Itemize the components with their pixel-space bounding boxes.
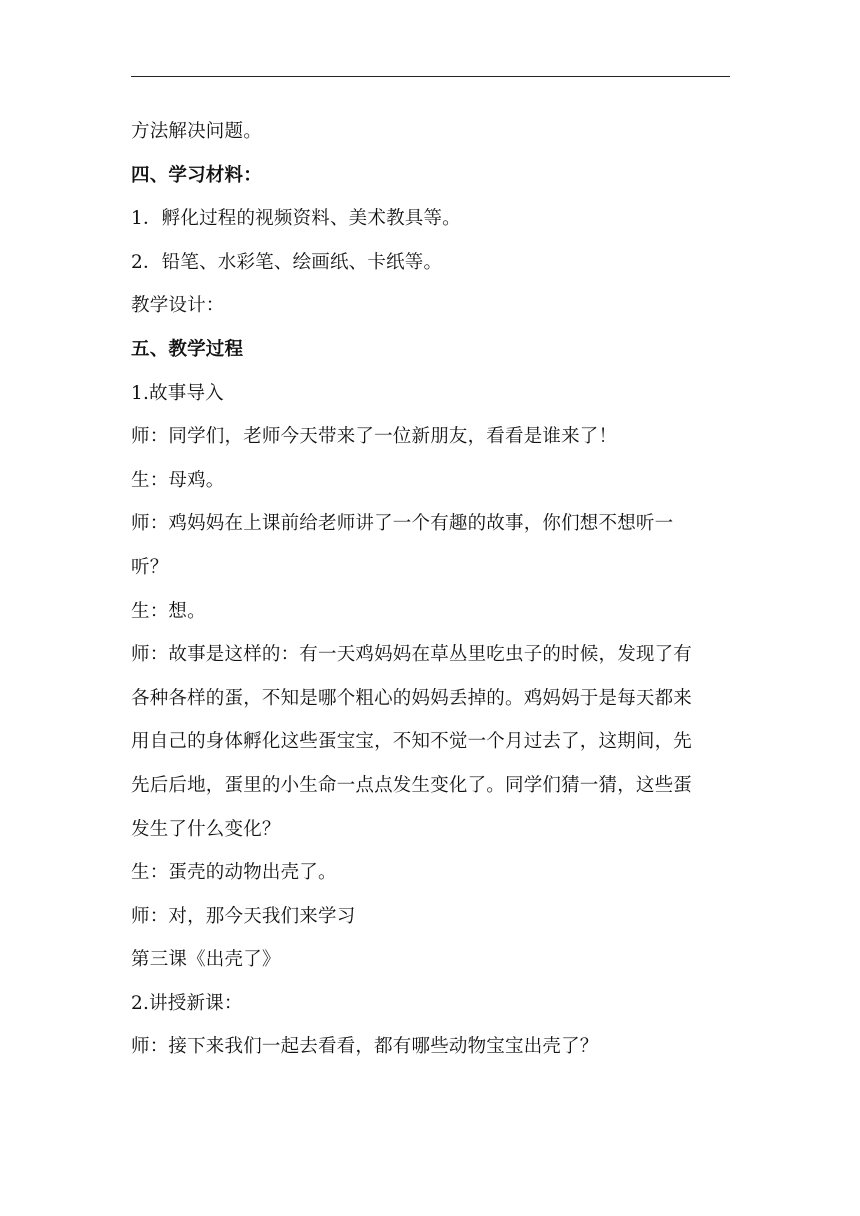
section-heading-process: 五、教学过程 <box>131 338 244 360</box>
dialogue-line-continued: 用自己的身体孵化这些蛋宝宝，不知不觉一个月过去了，这期间，先 <box>131 731 693 753</box>
list-item-2: 2．铅笔、水彩笔、绘画纸、卡纸等。 <box>131 251 443 273</box>
lesson-title: 第三课《出壳了》 <box>131 949 281 971</box>
list-item-1: 1．孵化过程的视频资料、美术教具等。 <box>131 208 461 230</box>
dialogue-line: 生：母鸡。 <box>131 469 225 491</box>
dialogue-line: 师：故事是这样的：有一天鸡妈妈在草丛里吃虫子的时候，发现了有 <box>131 644 693 666</box>
text-line-teaching-design: 教学设计： <box>131 295 225 317</box>
header-rule <box>131 76 730 77</box>
text-line-1: 方法解决问题。 <box>131 121 262 142</box>
section-heading-materials: 四、学习材料： <box>131 164 262 186</box>
document-body <box>131 110 731 1069</box>
dialogue-line: 师：鸡妈妈在上课前给老师讲了一个有趣的故事，你们想不想听一 <box>131 513 674 535</box>
dialogue-line: 师：对，那今天我们来学习 <box>131 905 356 927</box>
dialogue-line-continued: 各种各样的蛋，不知是哪个粗心的妈妈丢掉的。鸡妈妈于是每天都来 <box>131 687 693 709</box>
dialogue-line: 师：接下来我们一起去看看，都有哪些动物宝宝出壳了？ <box>131 1036 599 1058</box>
subheading-new-lesson: 2.讲授新课： <box>131 992 243 1014</box>
dialogue-line-continued: 发生了什么变化？ <box>131 818 281 840</box>
dialogue-line: 生：蛋壳的动物出壳了。 <box>131 862 337 884</box>
dialogue-line-continued: 听？ <box>131 556 169 578</box>
dialogue-line-continued: 先后后地，蛋里的小生命一点点发生变化了。同学们猜一猜，这些蛋 <box>131 774 693 796</box>
dialogue-line: 师：同学们，老师今天带来了一位新朋友，看看是谁来了！ <box>131 426 618 448</box>
subheading-story-intro: 1.故事导入 <box>131 382 224 404</box>
dialogue-line: 生：想。 <box>131 600 206 622</box>
